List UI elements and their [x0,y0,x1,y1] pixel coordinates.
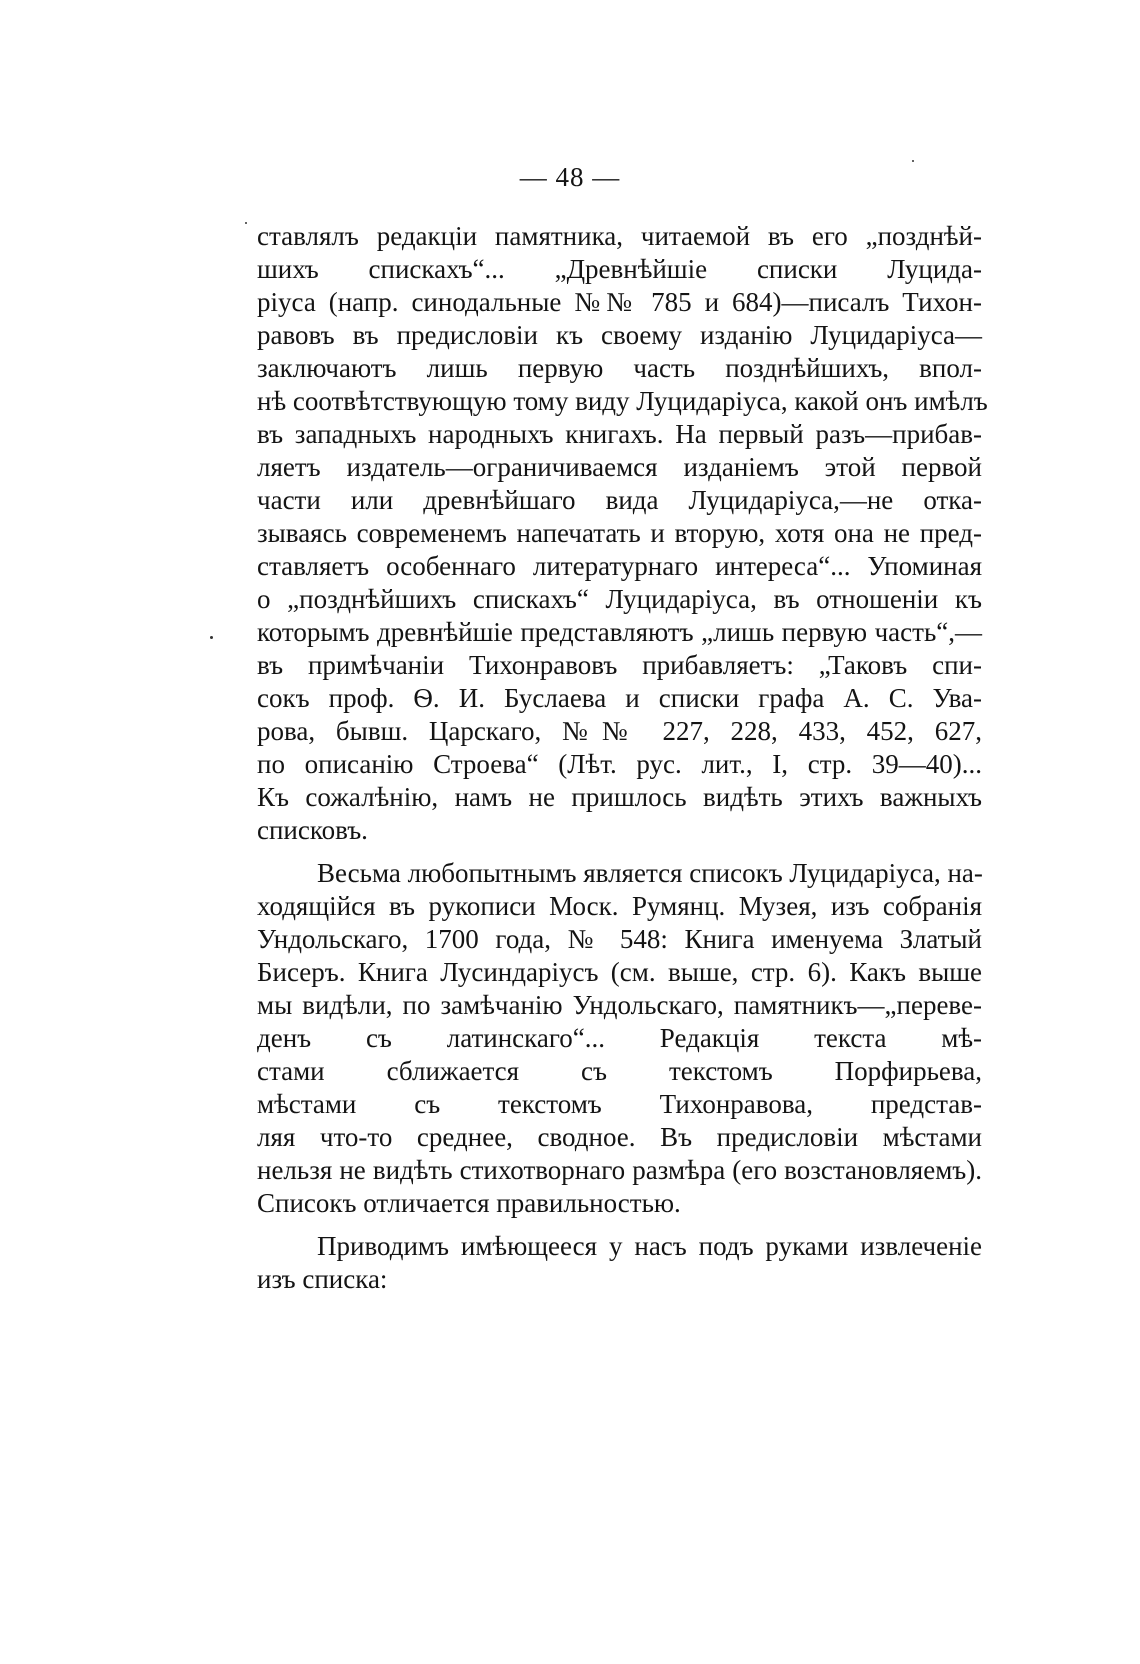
scan-speck [912,160,914,162]
text-line: стами сближается съ текстомъ Порфирьева, [257,1056,982,1086]
text-line: нельзя не видѣть стихотворнаго размѣра (его возстановляемъ). [257,1155,982,1185]
text-line: которымъ древнѣйшіе представляютъ „лишь первую часть“,— [257,617,982,647]
scan-speck [210,636,213,639]
text-line: ставлялъ редакціи памятника, читаемой въ его „позднѣй- [257,221,982,251]
text-line: въ примѣчаніи Тихонравовъ прибавляетъ: „Таковъ спи- [257,650,982,680]
text-line: списковъ. [257,815,368,845]
text-line: Списокъ отличается правильностью. [257,1188,681,1218]
text-line: равовъ въ предисловіи къ своему изданію Луцидаріуса— [257,320,982,350]
scan-speck [245,222,247,224]
text-line: ріуса (напр. синодальные №№ 785 и 684)—писалъ Тихон- [257,287,982,317]
text-line: шихъ спискахъ“... „Древнѣйшіе списки Луцида- [257,254,982,284]
text-line: части или древнѣйшаго вида Луцидаріуса,—не отка- [257,485,982,515]
text-line: въ западныхъ народныхъ книгахъ. На первый разъ—прибав- [257,419,982,449]
text-line: Весьма любопытнымъ является списокъ Луцидаріуса, на- [317,858,983,888]
text-line: ставляетъ особеннаго литературнаго интереса“... Упоминая [257,551,982,581]
text-line: заключаютъ лишь первую часть позднѣйшихъ, впол- [257,353,982,383]
page-number: — 48 — [519,162,621,192]
text-line: рова, бывш. Царскаго, №№ 227, 228, 433, 452, 627, [257,716,982,746]
text-line: о „позднѣйшихъ спискахъ“ Луцидаріуса, въ отношеніи къ [257,584,982,614]
text-line: по описанію Строева“ (Лѣт. рус. лит., I, стр. 39—40)... [257,749,982,779]
text-line: Приводимъ имѣющееся у насъ подъ руками извлеченіе [317,1231,982,1261]
text-line: изъ списка: [257,1264,388,1294]
text-line: нѣ соотвѣтствующую тому виду Луцидаріуса, какой онъ имѣлъ [257,386,988,416]
text-line: ляетъ издатель—ограничиваемся изданіемъ этой первой [257,452,982,482]
text-line: ляя что-то среднее, сводное. Въ предисловіи мѣстами [257,1122,982,1152]
text-line: сокъ проф. Ѳ. И. Буслаева и списки графа А. С. Ува- [257,683,982,713]
text-line: ходящійся въ рукописи Моск. Румянц. Музея, изъ собранія [257,891,982,921]
text-line: мы видѣли, по замѣчанію Ундольскаго, памятникъ—„переве- [257,990,982,1020]
text-line: Бисеръ. Книга Лусиндаріусъ (см. выше, стр. 6). Какъ выше [257,957,982,987]
text-line: денъ съ латинскаго“... Редакція текста мѣ- [257,1023,982,1053]
text-line: мѣстами съ текстомъ Тихонравова, представ- [257,1089,982,1119]
text-line: Ундольскаго, 1700 года, № 548: Книга именуема Златый [257,924,982,954]
text-line: Къ сожалѣнію, намъ не пришлось видѣть этихъ важныхъ [257,782,982,812]
text-line: зываясь современемъ напечатать и вторую, хотя она не пред- [257,518,982,548]
